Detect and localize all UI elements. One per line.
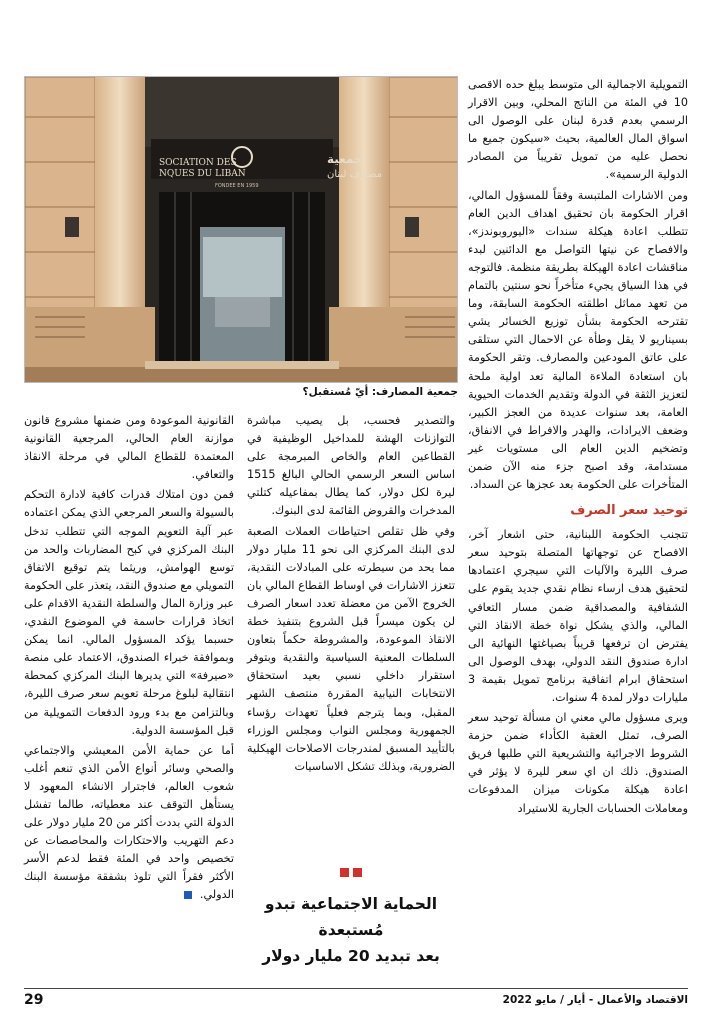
bank-association-photo — [24, 76, 458, 383]
article-paragraph: والتصدير فحسب، بل يصيب مباشرة التوازنات الهشة للمداخيل الوظيفية في القطاعين العام والخاص المبرمجة على اساس السعر الرسمي الحالي البالغ 1515 ليرة لكل دولار، كما يطال بمفاعيله كتلتي المدخرات والقروض القائمة لدى البنوك. — [247, 414, 455, 518]
svg-text:مصارف لبنان: مصارف لبنان — [327, 169, 382, 180]
page-number: 29 — [24, 992, 44, 1008]
svg-text:FONDEE EN 1959: FONDEE EN 1959 — [215, 183, 259, 189]
article-paragraph: تتجنب الحكومة اللبنانية، حتى اشعار آخر، الافصاح عن توجهاتها المتصلة بتوحيد سعر صرف الليرة والآليات التي سيجري اعتمادها لتحقيق هدف ارساء نظام نقدي جديد يقوم على الشفافية والمصداقية ضمن مسار التعافي المالي، والذي يشكل نواة خطة الانقاذ التي يفترض ان ترفعها قريباً بصياغتها النهائية الى ادارة صندوق النقد الدولي، بهدف الوصول الى استحقاق ابرام اتفاقية برنامج تمويل بقيمة 3 مليارات دولار لمدة 4 سنوات. — [468, 528, 688, 704]
article-paragraph: التمويلية الاجمالية الى متوسط يبلغ حده الاقصى 10 في المئة من الناتج المحلي، وبين الاقرار الرسمي بعدم قدرة لبنان على الوصول الى اسواق المال العالمية، بحيث «سيكون جميع ما نحصل عليه من تمويل تقريباً من المصادر الدولية الرسمية». — [468, 78, 688, 182]
photo-caption: جمعية المصارف: أيّ مُستقبل؟ — [302, 386, 458, 398]
issue-date: - أيار / مايو 2022 — [502, 994, 594, 1006]
article-column-left — [24, 412, 234, 907]
article-column-right — [468, 76, 688, 820]
pull-quote — [247, 862, 455, 969]
article-paragraph: ويرى مسؤول مالي معني ان مسألة توحيد سعر الصرف، تمثل العقبة الكأداء ضمن حزمة الشروط الاجرائية والتشريعية التي طلبها فريق الصندوق. ذلك ان اي سعر لليرة لا يؤثر في اعادة هيكلة مكونات ميزان المدفوعات ومعاملات الحسابات الجارية للاستيراد — [468, 711, 688, 815]
sign-left-text: SOCIATION DES — [159, 158, 237, 168]
red-square-icon — [353, 868, 362, 877]
footer-magazine — [470, 994, 688, 1006]
magazine-name: الاقتصاد والأعمال — [596, 994, 688, 1006]
article-paragraph: وفي ظل تقلص احتياطات العملات الصعبة لدى البنك المركزي الى نحو 11 مليار دولار مما يحد من سيطرته على المبادلات النقدية، تتعزز الاشارات في اوساط القطاع المالي بان الخروج الآمن من معضلة تعدد اسعار الصرف لن يكون ميسراً قبل الشروع بتنفيذ خطة الانقاذ الموعودة، والمشروطة حكماً بتعاون السلطات المعنية السياسية والنقدية وبتوفر استقرار داخلي نسبي بعيد استحقاق الانتخابات النيابية المقررة منتصف الشهر المقبل، وبما يترجم فعلياً تعهدات رؤساء الجمهورية ومجلس النواب ومجلس الوزراء بالتأييد المسبق لمندرجات الاصلاحات الهيكلية الضرورية، وبذلك تشكل الاساسيات — [247, 524, 455, 773]
article-column-middle — [247, 412, 455, 778]
red-square-icon — [340, 868, 349, 877]
pull-quote-line-1: الحماية الاجتماعية تبدو مُستبعدة — [264, 895, 438, 939]
svg-text:NQUES DU LIBAN: NQUES DU LIBAN — [159, 169, 246, 179]
article-paragraph: القانونية الموعودة ومن ضمنها مشروع قانون موازنة العام الحالي، المرجعية القانونية المعتمدة للقطاع المالي في مرحلة الانقاذ والتعافي. — [24, 414, 234, 482]
pull-quote-line-2: بعد تبديد 20 مليار دولار — [262, 947, 440, 965]
svg-text:جمعية: جمعية — [327, 152, 363, 166]
article-paragraph-text: أما عن حماية الأمن المعيشي والاجتماعي والصحي وسائر أنواع الأمن الذي تنعم أغلب شعوب العالم، فاجترار الانشاء المعهود لا يستأهل التوقف عند معطياته، طالما تفشل الدولة التي بددت أكثر من 20 مليار دولار على دعم التهريب والاحتكارات والمحاصصات عن تخصيص واحد في المئة فقط لدعم الأسر الأكثر فقراً التي تلوذ بشفقة مؤسسة البنك الدولي. — [24, 743, 234, 902]
section-subheading: توحيد سعر الصرف — [570, 503, 688, 519]
article-paragraph — [24, 742, 234, 905]
footer-rule — [24, 988, 688, 989]
article-paragraph: فمن دون امتلاك قدرات كافية لادارة التحكم بالسيولة والسعر المرجعي الذي يمكن اعتماده عبر آلية التعويم الموجه التي تتطلب تدخل البنك المركزي في كبح المضاربات والحد من توسع الهوامش، وريثما يتم توقيع الاتفاق التمويلي مع صندوق النقد، يتعذر على الحكومة عبر وزارة المال والسلطة النقدية الاقدام على اتخاذ قرارات حاسمة في الموضوع النقدي، حسبما يؤكد المسؤول المالي. انما يمكن وبموافقة خبراء الصندوق، الاعتماد على منصة «صيرفة» التي يديرها البنك المركزي كمحطة انتقالية لبلوغ مرحلة تعويم سعر صرف الليرة، وبالتزامن مع بدء ورود الدفعات التمويلية من قبل المؤسسة الدولية. — [24, 488, 234, 737]
article-paragraph: ومن الاشارات الملتبسة وفقاً للمسؤول المالي، اقرار الحكومة بان تحقيق اهداف الدين العام تتطلب اعادة هيكلة سندات «اليوروبوندز»، والافصاح عن نيتها التواصل مع الدائنين لبدء مناقشات اعادة الهيكلة بطريقة منظمة. فالتوجه في هذا السياق يجيء متأخراً نحو سنتين بالتمام من تعهد مماثل اطلقته الحكومة السابقة، وما تقترحه الحكومة بشأن توزيع الخسائر يشي بسيناريو لا يقل وطأة عن الاحمال التي ستلقى على عاتق المودعين والمصارف. وتقر الحكومة بان استعادة الملاءة المالية تعد اولية ملحة لتعزيز الثقة في الدولة وتقديم الخدمات الحيوية العامة، بعد سنوات عديدة من العجز الكبير، وضعف الايرادات، والهدر والافراط في الانفاق، وتضخيم الدين العام الى مستويات غير مستدامة، وقد اصبح جزء منه الآن ضمن المتأخرات على الحكومة بعد عجزها عن السداد. — [468, 188, 688, 492]
end-mark-icon — [184, 891, 192, 899]
